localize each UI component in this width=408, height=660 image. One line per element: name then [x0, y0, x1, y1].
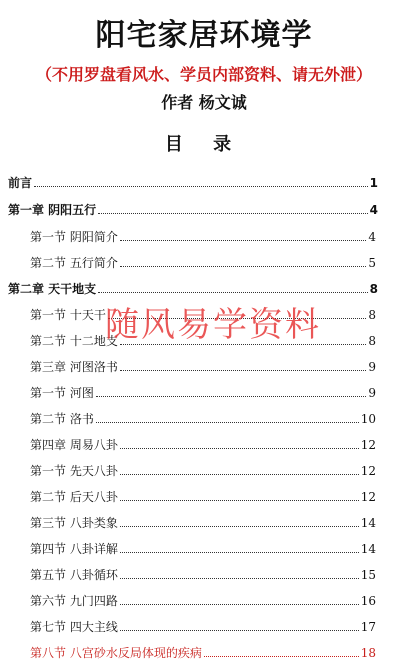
toc-leader-dots [120, 526, 359, 527]
document-subtitle: （不用罗盘看风水、学员内部资料、请无外泄） [35, 65, 372, 84]
toc-entry-page: 10 [360, 412, 376, 426]
toc-entry-page: 5 [368, 256, 376, 270]
toc-leader-dots [120, 344, 367, 345]
toc-leader-dots [120, 474, 359, 475]
toc-entry[interactable] [30, 640, 376, 660]
toc-entry-page: 4 [369, 203, 378, 217]
toc-leader-dots [120, 630, 359, 631]
toc-entry-label: 第二章 天干地支 [8, 282, 97, 296]
toc-leader-dots [34, 186, 368, 187]
toc-leader-dots [98, 213, 367, 214]
toc-entry-label: 第三节 八卦类象 [30, 516, 118, 530]
toc-leader-dots [120, 604, 359, 605]
toc-leader-dots [120, 552, 359, 553]
toc-entry[interactable] [8, 170, 378, 190]
toc-entry[interactable] [30, 302, 376, 322]
toc-entry-label: 第七节 四大主线 [30, 620, 118, 634]
toc-leader-dots [108, 318, 367, 319]
toc-entry-label: 第二节 十二地支 [30, 334, 118, 348]
toc-entry-label: 第二节 后天八卦 [30, 490, 118, 504]
toc-entry[interactable] [30, 224, 376, 244]
toc-entry-page: 12 [360, 464, 376, 478]
toc-entry-label: 第一节 先天八卦 [30, 464, 118, 478]
toc-leader-dots [96, 396, 367, 397]
toc-entry-label: 第八节 八宫砂水反局体现的疾病 [30, 646, 202, 660]
toc-entry[interactable] [30, 536, 376, 556]
toc-heading: 目 录 [164, 134, 244, 155]
toc-entry[interactable] [30, 354, 376, 374]
toc-entry-page: 9 [368, 360, 376, 374]
toc-entry-label: 第一节 河图 [30, 386, 94, 400]
document-title: 阳宅家居环境学 [95, 18, 313, 53]
toc-entry[interactable] [8, 197, 378, 217]
toc-entry-label: 第五节 八卦循环 [30, 568, 118, 582]
toc-leader-dots [120, 370, 367, 371]
toc-entry-page: 14 [360, 516, 376, 530]
toc-leader-dots [120, 448, 359, 449]
toc-entry-page: 8 [368, 334, 376, 348]
toc-entry[interactable] [30, 250, 376, 270]
toc-leader-dots [96, 422, 359, 423]
toc-entry-label: 第一节 阴阳简介 [30, 230, 118, 244]
toc-entry[interactable] [30, 432, 376, 452]
toc-entry-label: 前言 [8, 176, 33, 190]
toc-entry-page: 14 [360, 542, 376, 556]
toc-entry[interactable] [30, 328, 376, 348]
toc-entry-label: 第二节 洛书 [30, 412, 94, 426]
toc-entry-label: 第四章 周易八卦 [30, 438, 118, 452]
toc-entry-page: 16 [360, 594, 376, 608]
toc-entry[interactable] [30, 510, 376, 530]
toc-entry-label: 第一章 阴阳五行 [8, 203, 97, 217]
toc-leader-dots [120, 500, 359, 501]
toc-leader-dots [120, 266, 367, 267]
toc-entry-label: 第二节 五行简介 [30, 256, 118, 270]
toc-entry-page: 1 [369, 176, 378, 190]
toc-entry-page: 8 [369, 282, 378, 296]
toc-entry-page: 4 [368, 230, 376, 244]
toc-entry-page: 12 [360, 490, 376, 504]
toc-entry-page: 12 [360, 438, 376, 452]
toc-entry-page: 8 [368, 308, 376, 322]
toc-entry[interactable] [30, 380, 376, 400]
author-line: 作者 杨文诚 [161, 93, 247, 112]
toc-leader-dots [120, 578, 359, 579]
toc-entry-page: 15 [360, 568, 376, 582]
toc-entry[interactable] [30, 614, 376, 634]
toc-leader-dots [98, 292, 367, 293]
toc-leader-dots [204, 656, 359, 657]
toc-entry-label: 第一节 十天干 [30, 308, 106, 322]
toc-entry[interactable] [30, 484, 376, 504]
toc-entry[interactable] [30, 458, 376, 478]
toc-entry-page: 17 [360, 620, 376, 634]
toc-entry[interactable] [30, 588, 376, 608]
toc-entry[interactable] [8, 276, 378, 296]
toc-entry[interactable] [30, 562, 376, 582]
toc-entry-label: 第四节 八卦详解 [30, 542, 118, 556]
watermark: 随风易学资料 [105, 305, 321, 345]
toc-entry-page: 9 [368, 386, 376, 400]
toc-entry-page: 18 [360, 646, 376, 660]
toc-entry[interactable] [30, 406, 376, 426]
toc-entry-label: 第六节 九门四路 [30, 594, 118, 608]
toc-entry-label: 第三章 河图洛书 [30, 360, 118, 374]
toc-leader-dots [120, 240, 367, 241]
